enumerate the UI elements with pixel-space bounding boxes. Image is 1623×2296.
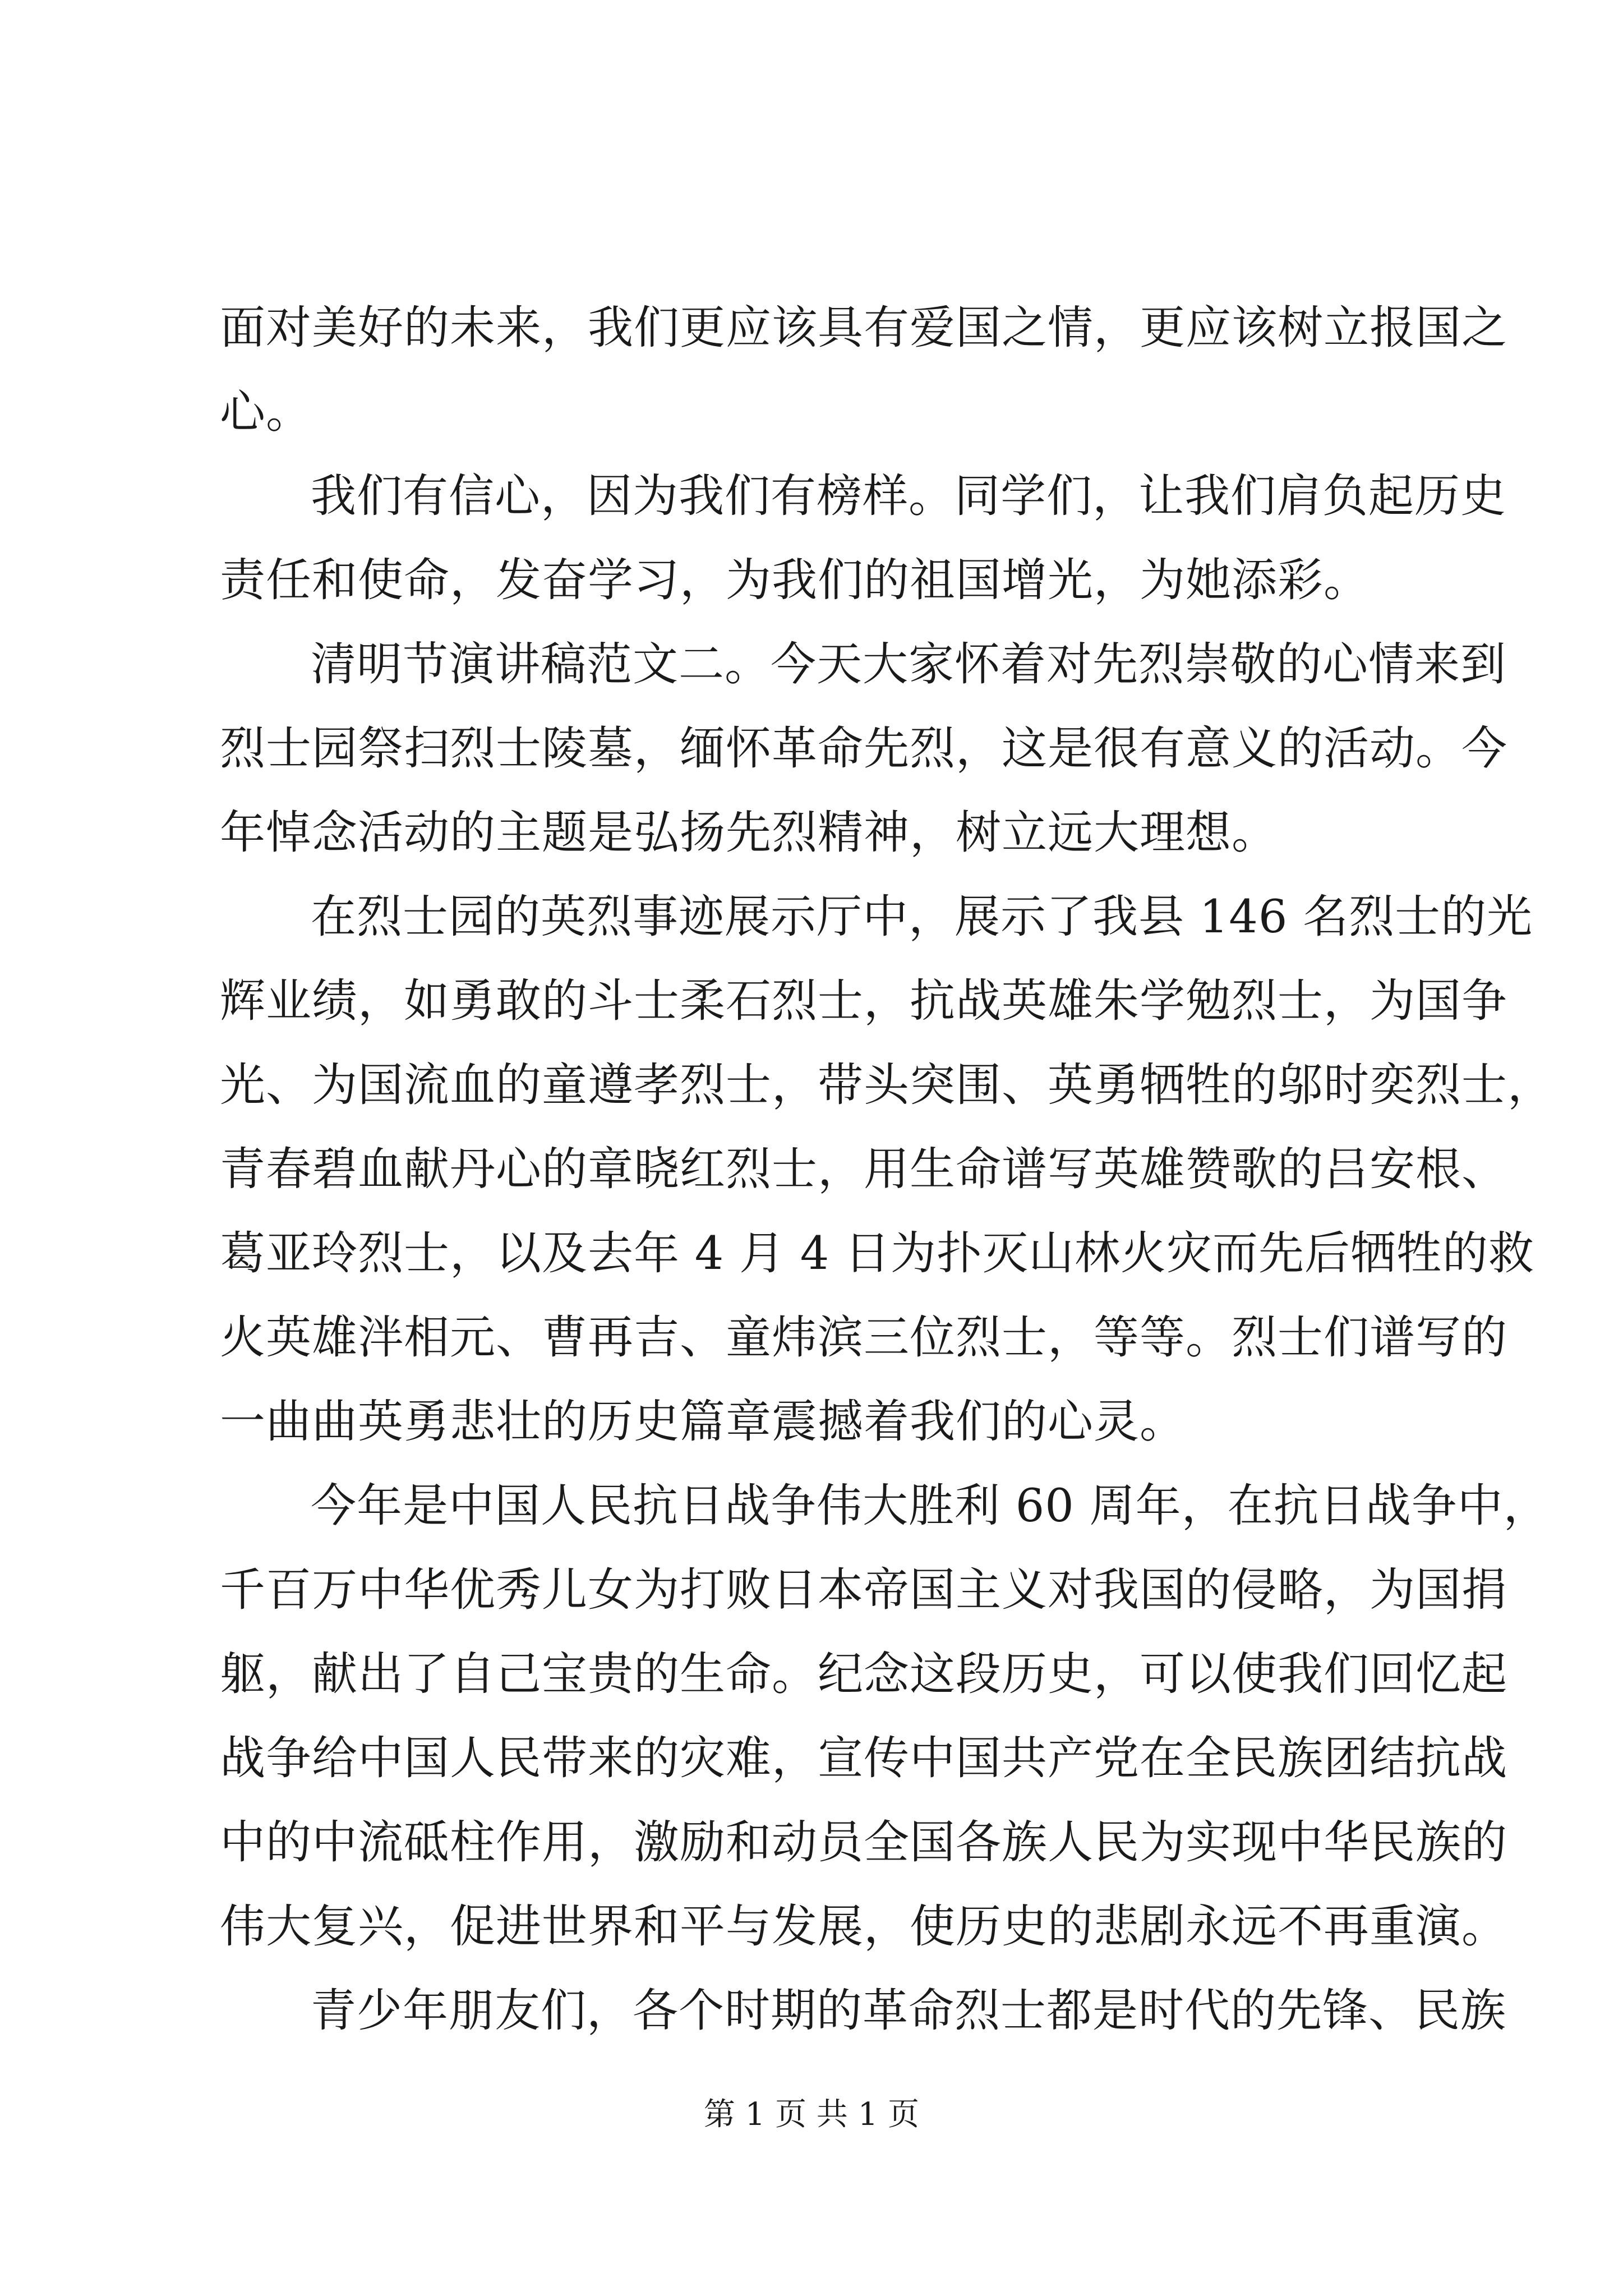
- text-line: 中的中流砥柱作用，激励和动员全国各族人民为实现中华民族的: [220, 1816, 1508, 1869]
- text-line: 我们有信心，因为我们有榜样。同学们，让我们肩负起历史: [311, 470, 1507, 523]
- text-line: 年悼念活动的主题是弘扬先烈精神，树立远大理想。: [220, 807, 1278, 859]
- text-line: 千百万中华优秀儿女为打败日本帝国主义对我国的侵略，为国捐: [220, 1564, 1508, 1617]
- text-line: 躯，献出了自己宝贵的生命。纪念这段历史，可以使我们回忆起: [220, 1648, 1508, 1701]
- text-line: 光、为国流血的童遵孝烈士，带头突围、英勇牺牲的邬时奕烈士，: [220, 1059, 1554, 1112]
- text-line: 今年是中国人民抗日战争伟大胜利 60 周年，在抗日战争中，: [311, 1480, 1550, 1533]
- text-line: 火英雄泮相元、曹再吉、童炜滨三位烈士，等等。烈士们谱写的: [220, 1312, 1508, 1364]
- text-line: 清明节演讲稿范文二。今天大家怀着对先烈崇敬的心情来到: [311, 638, 1507, 691]
- page-footer: 第 1 页 共 1 页: [703, 2096, 920, 2133]
- text-line: 葛亚玲烈士，以及去年 4 月 4 日为扑灭山林火灾而先后牺牲的救: [220, 1227, 1535, 1280]
- text-line: 青春碧血献丹心的章晓红烈士，用生命谱写英雄赞歌的吕安根、: [220, 1143, 1508, 1196]
- text-line: 战争给中国人民带来的灾难，宣传中国共产党在全民族团结抗战: [220, 1732, 1508, 1785]
- text-line: 青少年朋友们，各个时期的革命烈士都是时代的先锋、民族: [311, 1985, 1507, 2037]
- text-line: 伟大复兴，促进世界和平与发展，使历史的悲剧永远不再重演。: [220, 1901, 1508, 1953]
- text-line: 责任和使命，发奋学习，为我们的祖国增光，为她添彩。: [220, 554, 1370, 607]
- text-line: 心。: [220, 386, 312, 439]
- text-line: 面对美好的未来，我们更应该具有爱国之情，更应该树立报国之: [220, 302, 1508, 355]
- text-line: 烈士园祭扫烈士陵墓，缅怀革命先烈，这是很有意义的活动。今: [220, 723, 1508, 775]
- document-body: [220, 286, 1554, 2053]
- text-line: 在烈士园的英烈事迹展示厅中，展示了我县 146 名烈士的光: [311, 891, 1533, 944]
- text-line: 辉业绩，如勇敢的斗士柔石烈士，抗战英雄朱学勉烈士，为国争: [220, 975, 1508, 1028]
- text-line: 一曲曲英勇悲壮的历史篇章震撼着我们的心灵。: [220, 1396, 1186, 1448]
